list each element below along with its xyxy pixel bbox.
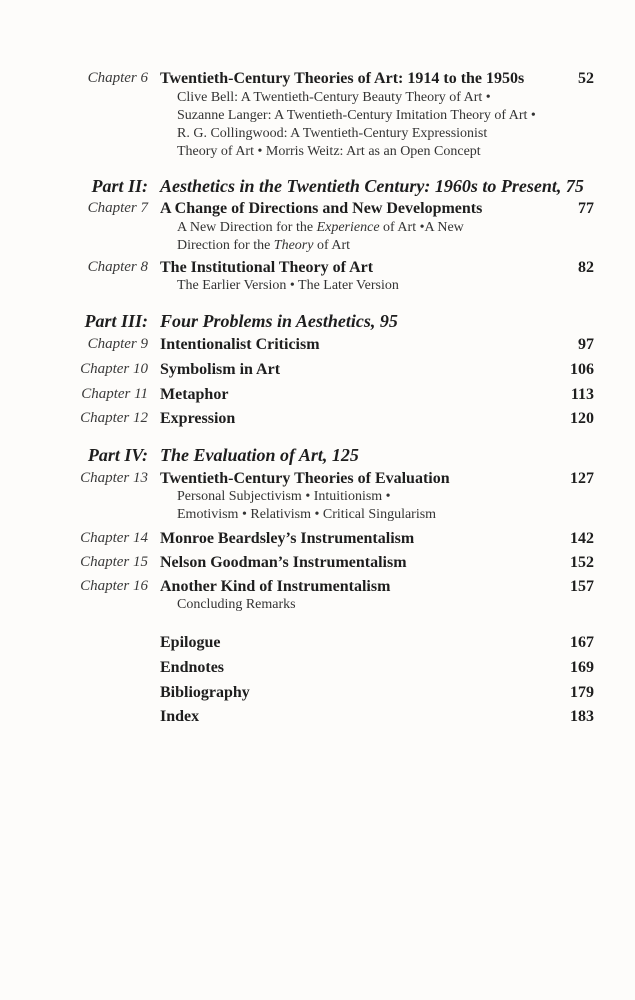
page-number: 152 <box>570 554 594 571</box>
page-number: 142 <box>570 530 594 547</box>
part-label: Part III: <box>84 311 148 331</box>
part-label: Part II: <box>91 176 148 196</box>
chapter-subtopics: Concluding Remarks <box>177 597 296 612</box>
page-number: 183 <box>570 708 594 725</box>
chapter-title: Twentieth-Century Theories of Art: 1914 to the 1950s <box>160 70 525 87</box>
chapter-title: Expression <box>160 410 236 427</box>
chapter-label: Chapter 6 <box>87 70 148 86</box>
page-number: 120 <box>570 410 594 427</box>
entry-title: Epilogue <box>160 634 221 651</box>
chapter-label: Chapter 8 <box>87 259 148 275</box>
chapter-title: Intentionalist Criticism <box>160 336 320 353</box>
chapter-label: Chapter 15 <box>80 554 148 570</box>
chapter-subtopics: A New Direction for the Experience of Art •A New <box>177 220 464 235</box>
part-title: The Evaluation of Art, 125 <box>160 445 359 465</box>
page-number: 106 <box>570 361 594 378</box>
entry-title: Index <box>160 708 200 725</box>
chapter-subtopics: Suzanne Langer: A Twentieth-Century Imitation Theory of Art • <box>177 108 536 123</box>
part-title: Aesthetics in the Twentieth Century: 1960s to Present, 75 <box>160 176 584 196</box>
chapter-title: A Change of Directions and New Developments <box>160 200 483 217</box>
chapter-title: The Institutional Theory of Art <box>160 259 374 276</box>
page-number: 113 <box>570 386 594 403</box>
chapter-subtopics: Direction for the Theory of Art <box>177 238 351 253</box>
chapter-title: Symbolism in Art <box>160 361 281 378</box>
page-number: 157 <box>570 578 594 595</box>
chapter-label: Chapter 11 <box>81 386 148 402</box>
chapter-label: Chapter 9 <box>87 336 148 352</box>
chapter-label: Chapter 16 <box>80 578 148 594</box>
page-number: 167 <box>570 634 594 651</box>
page-number: 127 <box>570 470 594 487</box>
chapter-title: Another Kind of Instrumentalism <box>160 578 391 595</box>
part-label: Part IV: <box>87 445 148 465</box>
chapter-label: Chapter 7 <box>87 200 148 216</box>
chapter-label: Chapter 14 <box>80 530 148 546</box>
chapter-title: Twentieth-Century Theories of Evaluation <box>160 470 450 487</box>
page-number: 169 <box>570 659 594 676</box>
entry-title: Bibliography <box>160 684 250 701</box>
chapter-subtopics: Emotivism • Relativism • Critical Singularism <box>177 507 437 522</box>
page-number: 82 <box>578 259 594 276</box>
chapter-subtopics: Theory of Art • Morris Weitz: Art as an Open Concept <box>177 144 481 159</box>
chapter-subtopics: Clive Bell: A Twentieth-Century Beauty Theory of Art • <box>177 90 491 105</box>
chapter-label: Chapter 12 <box>80 410 148 426</box>
page-number: 179 <box>570 684 594 701</box>
chapter-label: Chapter 10 <box>80 361 148 377</box>
part-title: Four Problems in Aesthetics, 95 <box>160 311 398 331</box>
chapter-subtopics: R. G. Collingwood: A Twentieth-Century Expressionist <box>177 126 488 141</box>
chapter-subtopics: The Earlier Version • The Later Version <box>177 278 399 293</box>
chapter-title: Monroe Beardsley’s Instrumentalism <box>160 530 415 547</box>
page-number: 52 <box>578 70 594 87</box>
page-number: 97 <box>578 336 594 353</box>
chapter-title: Metaphor <box>160 386 229 403</box>
chapter-subtopics: Personal Subjectivism • Intuitionism • <box>177 489 391 504</box>
page-number: 77 <box>578 200 594 217</box>
chapter-title: Nelson Goodman’s Instrumentalism <box>160 554 407 571</box>
entry-title: Endnotes <box>160 659 225 676</box>
chapter-label: Chapter 13 <box>80 470 148 486</box>
